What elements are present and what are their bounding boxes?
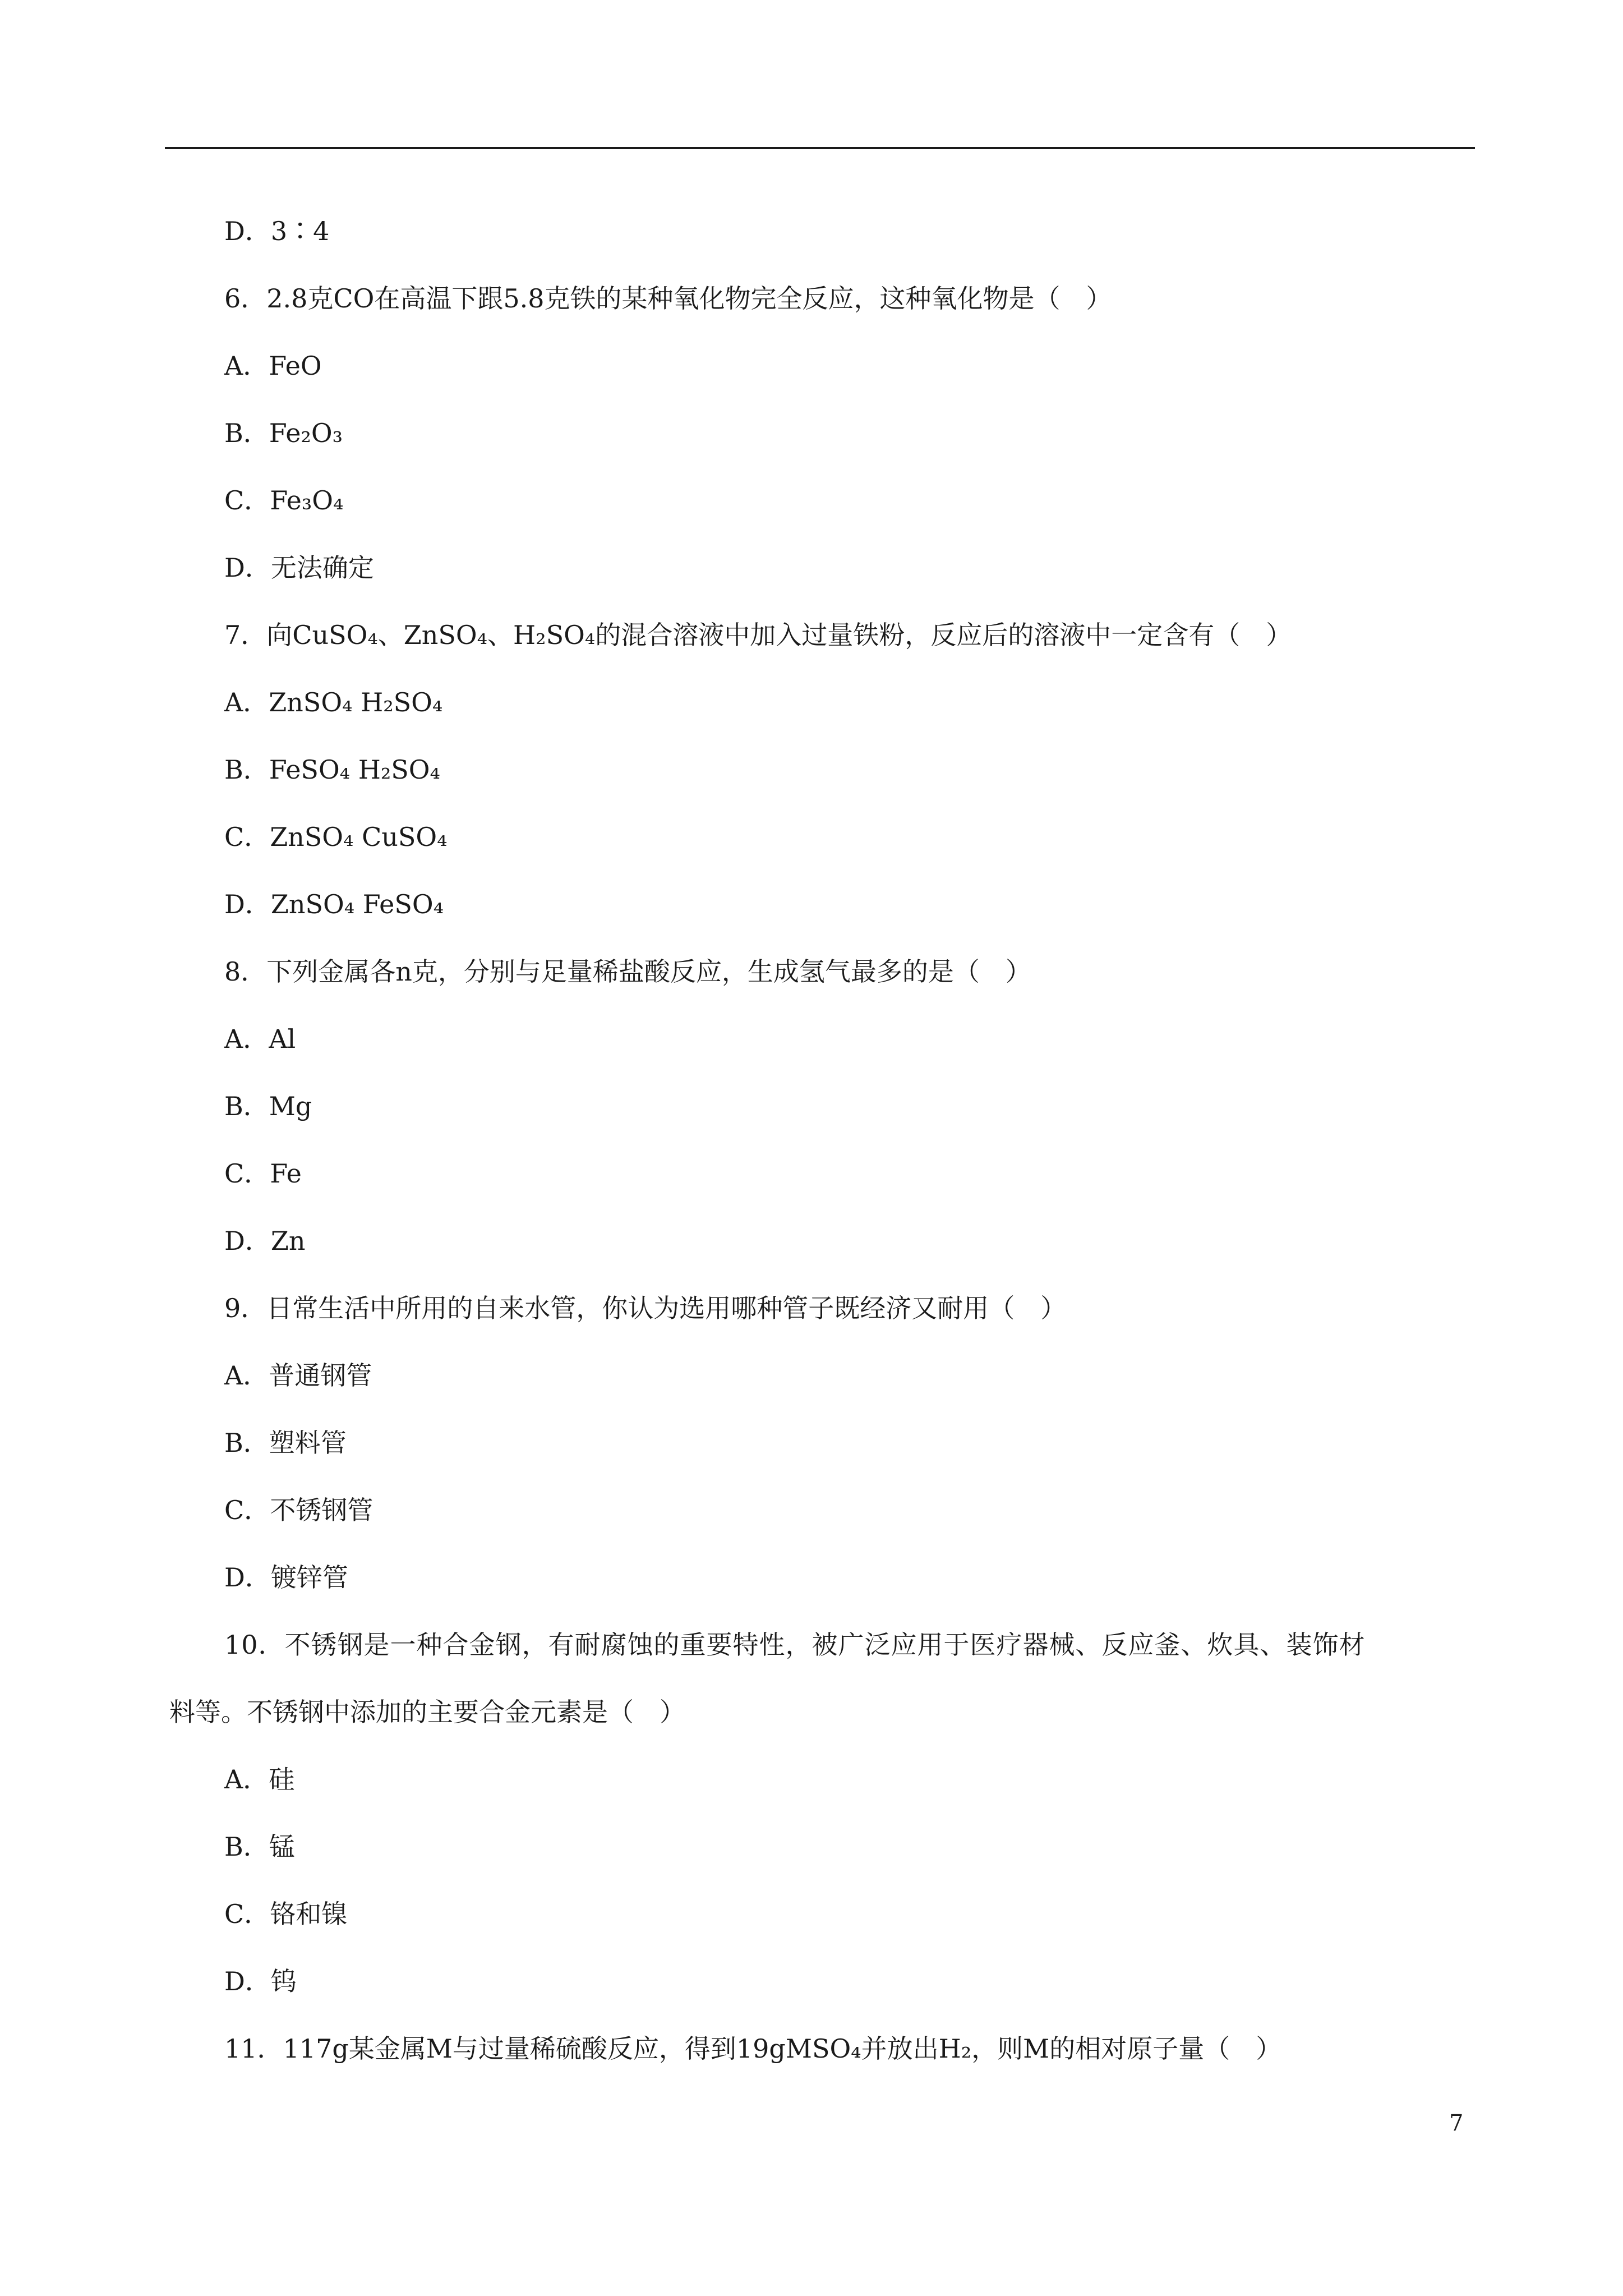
option-9c: C．不锈钢管 <box>224 1495 374 1525</box>
option-10a: A．硅 <box>224 1764 295 1795</box>
option-10b: B．锰 <box>224 1832 295 1862</box>
question-10-line-1: 10．不锈钢是一种合金钢，有耐腐蚀的重要特性，被广泛应用于医疗器械、反应釜、炊具、装饰材 <box>224 1630 1366 1660</box>
option-6b: B．Fe₂O₃ <box>224 418 343 448</box>
question-10-line-2: 料等。不锈钢中添加的主要合金元素是（ ） <box>169 1697 685 1727</box>
option-8b: B．Mg <box>224 1091 312 1121</box>
question-7: 7．向CuSO₄、ZnSO₄、H₂SO₄的混合溶液中加入过量铁粉，反应后的溶液中一定含有（ ） <box>224 620 1292 650</box>
question-9: 9．日常生活中所用的自来水管，你认为选用哪种管子既经济又耐用（ ） <box>224 1293 1067 1323</box>
option-9a: A．普通钢管 <box>224 1360 372 1391</box>
option-10d: D．钨 <box>224 1966 297 1996</box>
option-6c: C．Fe₃O₄ <box>224 485 344 516</box>
option-9b: B．塑料管 <box>224 1428 347 1458</box>
question-6: 6．2.8克CO在高温下跟5.8克铁的某种氧化物完全反应，这种氧化物是（ ） <box>224 283 1112 314</box>
page-number: 7 <box>1449 2110 1464 2136</box>
option-8c: C．Fe <box>224 1158 302 1189</box>
option-6d: D．无法确定 <box>224 553 374 583</box>
header-rule <box>165 147 1475 149</box>
option-6a: A．FeO <box>224 351 322 381</box>
option-7a: A．ZnSO₄ H₂SO₄ <box>224 687 443 717</box>
option-9d: D．镀锌管 <box>224 1562 348 1593</box>
question-8: 8．下列金属各n克，分别与足量稀盐酸反应，生成氢气最多的是（ ） <box>224 956 1031 987</box>
option-7b: B．FeSO₄ H₂SO₄ <box>224 754 440 785</box>
question-11: 11．117g某金属M与过量稀硫酸反应，得到19gMSO₄并放出H₂，则M的相对原子量（ ） <box>224 2033 1282 2064</box>
option-5d: D．3∶4 <box>224 216 330 246</box>
option-7c: C．ZnSO₄ CuSO₄ <box>224 822 448 852</box>
option-10c: C．铬和镍 <box>224 1899 348 1929</box>
option-7d: D．ZnSO₄ FeSO₄ <box>224 889 444 919</box>
option-8a: A．Al <box>224 1024 296 1054</box>
option-8d: D．Zn <box>224 1226 306 1256</box>
